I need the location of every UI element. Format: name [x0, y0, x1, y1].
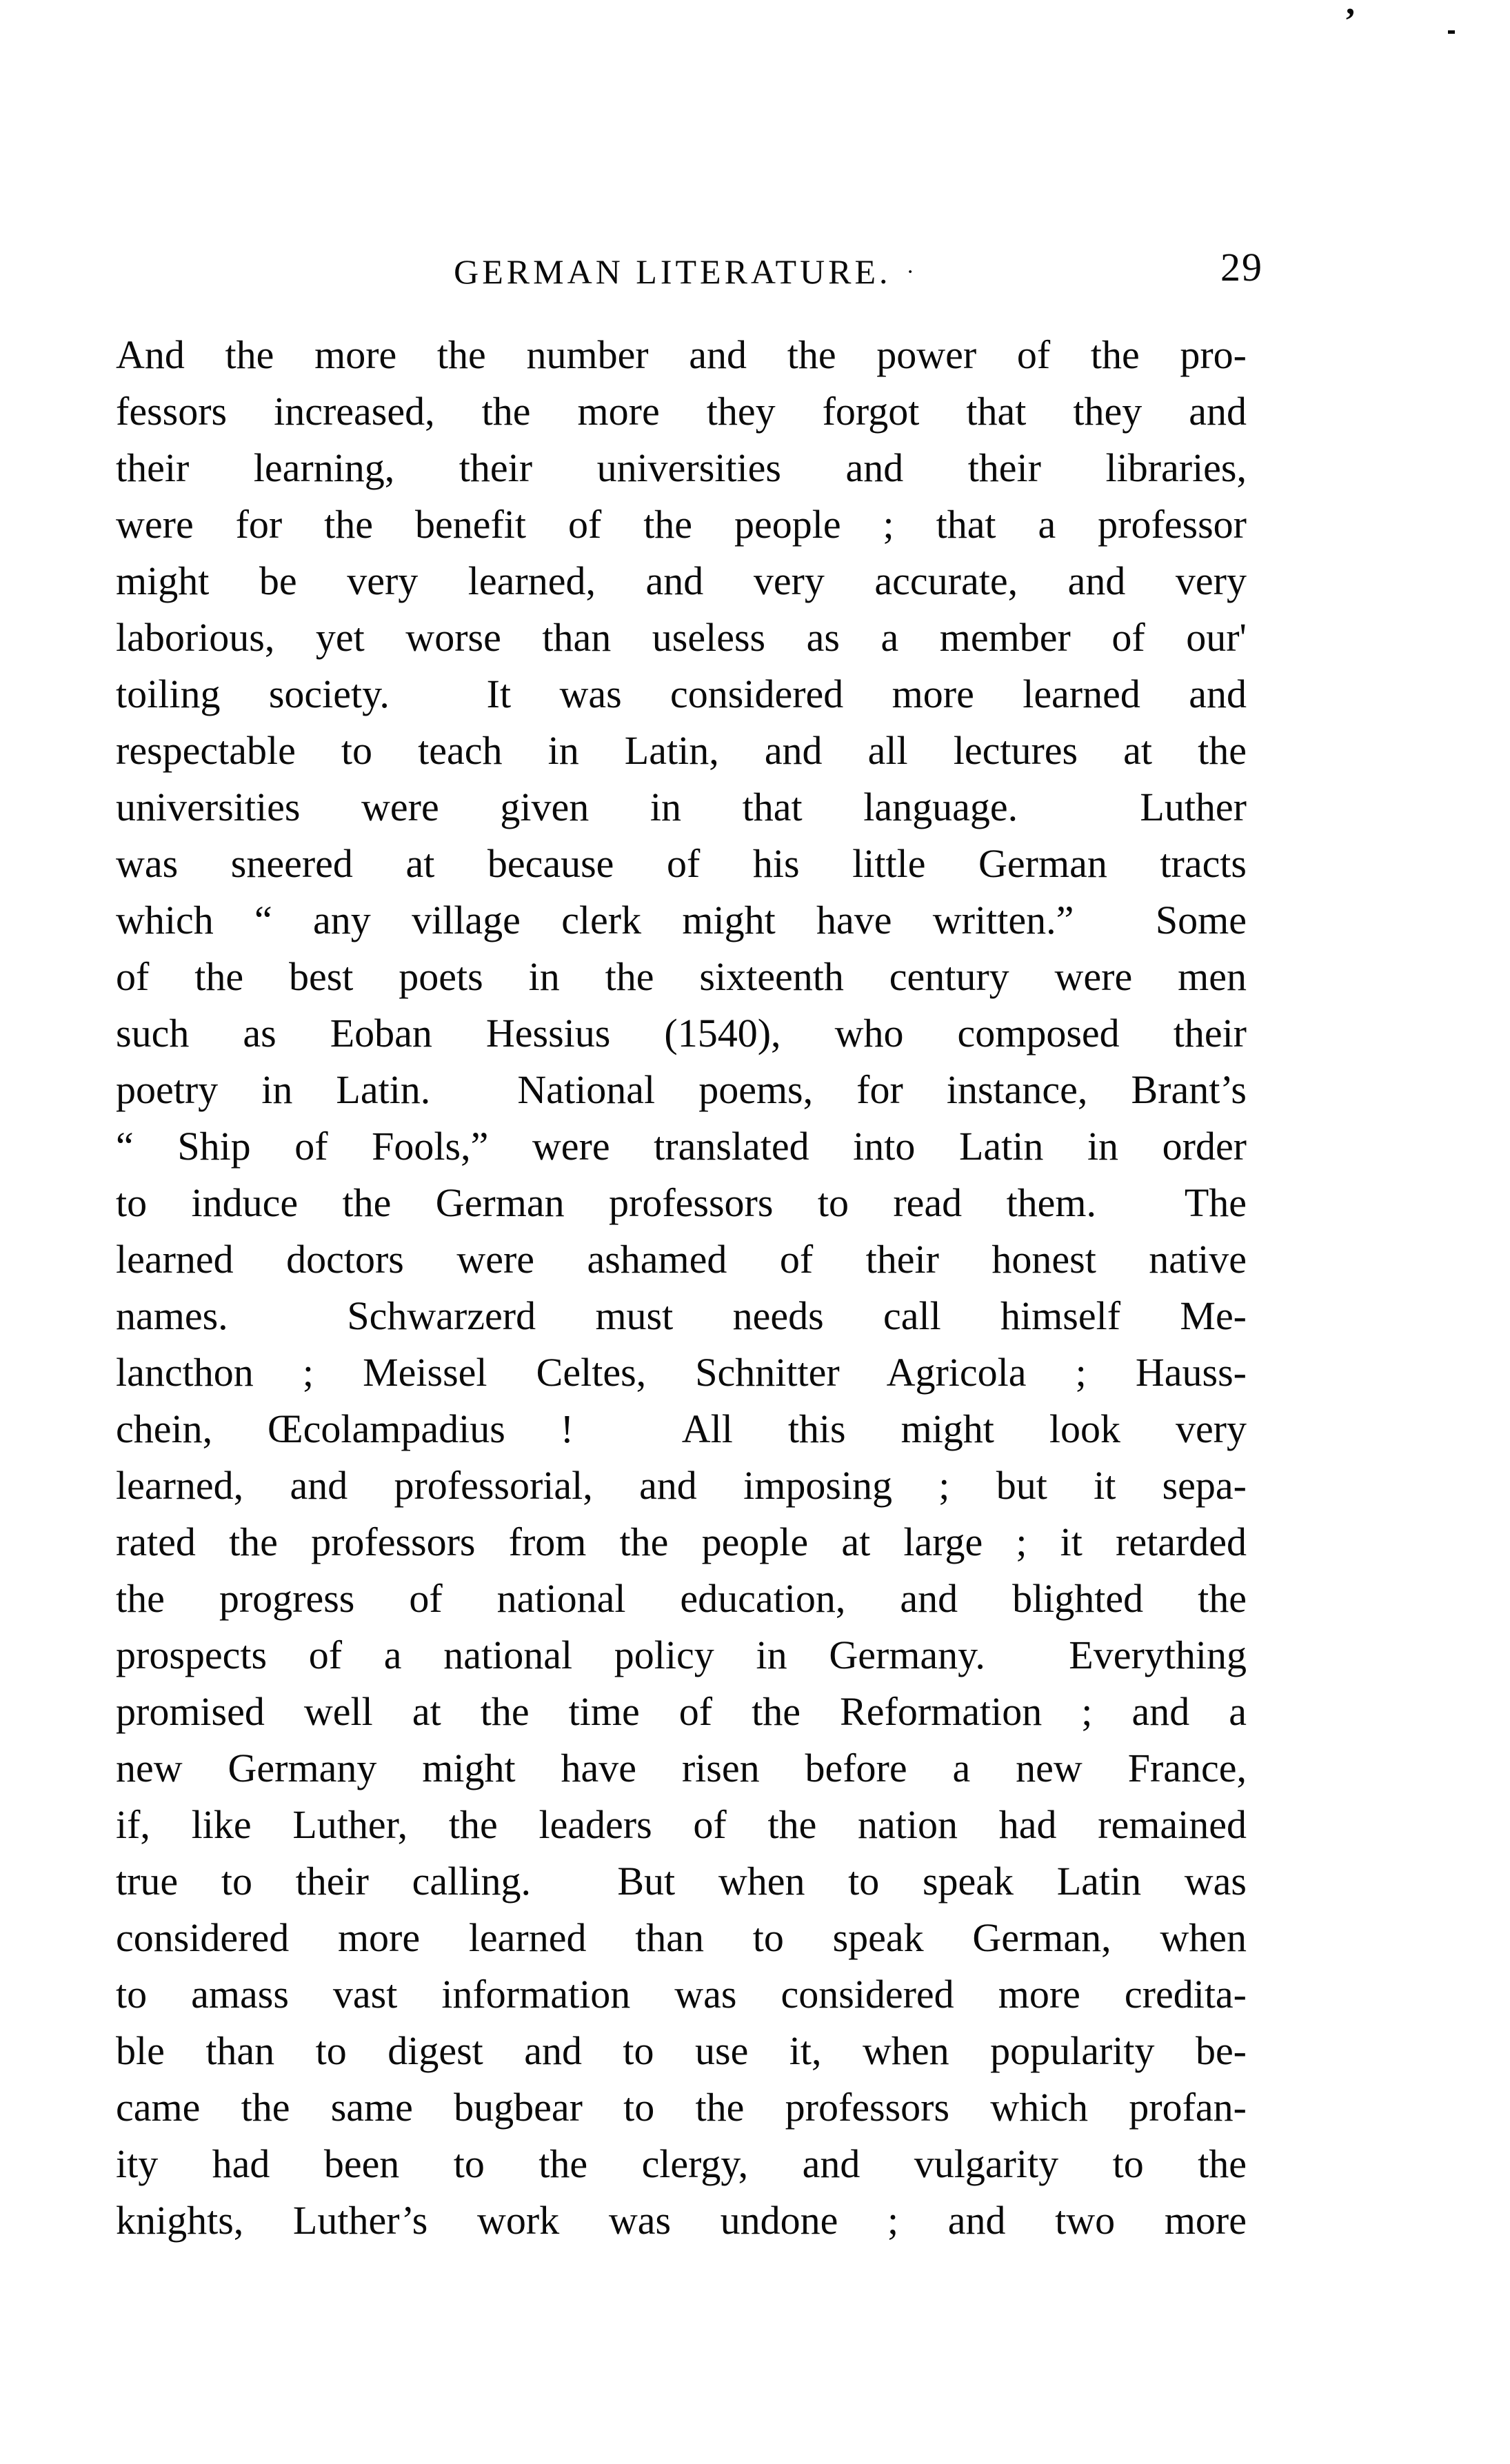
scan-artifact-speck — [1448, 30, 1455, 34]
text-line: which “ any village clerk might have written.” Some — [116, 898, 1247, 942]
text-line: of the best poets in the sixteenth century were men — [116, 954, 1247, 999]
text-line: were for the benefit of the people ; that a professor — [116, 502, 1247, 547]
title-stray-dot: · — [906, 259, 914, 285]
text-line: learned, and professorial, and imposing ; but it sepa- — [116, 1463, 1247, 1508]
text-line: poetry in Latin. National poems, for instance, Brant’s — [116, 1067, 1247, 1112]
text-line: the progress of national education, and blighted the — [116, 1576, 1247, 1621]
text-line: such as Eoban Hessius (1540), who composed their — [116, 1011, 1247, 1056]
text-line: rated the professors from the people at large ; it retarded — [116, 1519, 1247, 1564]
text-line: universities were given in that language. Luther — [116, 785, 1247, 829]
text-line: chein, Œcolampadius ! All this might look very — [116, 1406, 1247, 1451]
text-line: ble than to digest and to use it, when popularity be- — [116, 2028, 1247, 2073]
text-line: respectable to teach in Latin, and all lectures at the — [116, 728, 1247, 773]
text-line: prospects of a national policy in Germany. Everything — [116, 1633, 1247, 1677]
text-line: might be very learned, and very accurate, and very — [116, 558, 1247, 603]
text-line: “ Ship of Fools,” were translated into Latin in order — [116, 1124, 1247, 1169]
text-line: lancthon ; Meissel Celtes, Schnitter Agricola ; Hauss- — [116, 1350, 1247, 1395]
page-number: 29 — [1220, 245, 1263, 290]
text-line: to amass vast information was considered more credita- — [116, 1972, 1247, 2017]
text-line: promised well at the time of the Reformation ; and a — [116, 1689, 1247, 1734]
text-line: true to their calling. But when to speak Latin was — [116, 1859, 1247, 1903]
running-title-text: GERMAN LITERATURE. — [454, 252, 892, 291]
text-line: was sneered at because of his little German tracts — [116, 841, 1247, 886]
text-line: learned doctors were ashamed of their honest native — [116, 1237, 1247, 1282]
text-line: And the more the number and the power of the pro- — [116, 332, 1247, 377]
text-line: fessors increased, the more they forgot that they and — [116, 389, 1247, 434]
scan-artifact-comma: , — [1346, 0, 1355, 22]
text-line: if, like Luther, the leaders of the nation had remained — [116, 1802, 1247, 1847]
running-title — [116, 250, 1252, 294]
page-header — [116, 245, 1263, 303]
text-line: ity had been to the clergy, and vulgarity to the — [116, 2141, 1247, 2186]
text-line: to induce the German professors to read them. The — [116, 1180, 1247, 1225]
text-line: laborious, yet worse than useless as a member of our' — [116, 615, 1247, 660]
text-line: new Germany might have risen before a new France, — [116, 1746, 1247, 1790]
text-line: names. Schwarzerd must needs call himself Me- — [116, 1293, 1247, 1338]
text-line: their learning, their universities and their libraries, — [116, 445, 1247, 490]
text-line: considered more learned than to speak German, when — [116, 1915, 1247, 1960]
text-line: toiling society. It was considered more learned and — [116, 671, 1247, 716]
text-line: came the same bugbear to the professors which profan- — [116, 2085, 1247, 2130]
page-body — [116, 327, 1247, 2249]
text-line: knights, Luther’s work was undone ; and two more — [116, 2198, 1247, 2243]
